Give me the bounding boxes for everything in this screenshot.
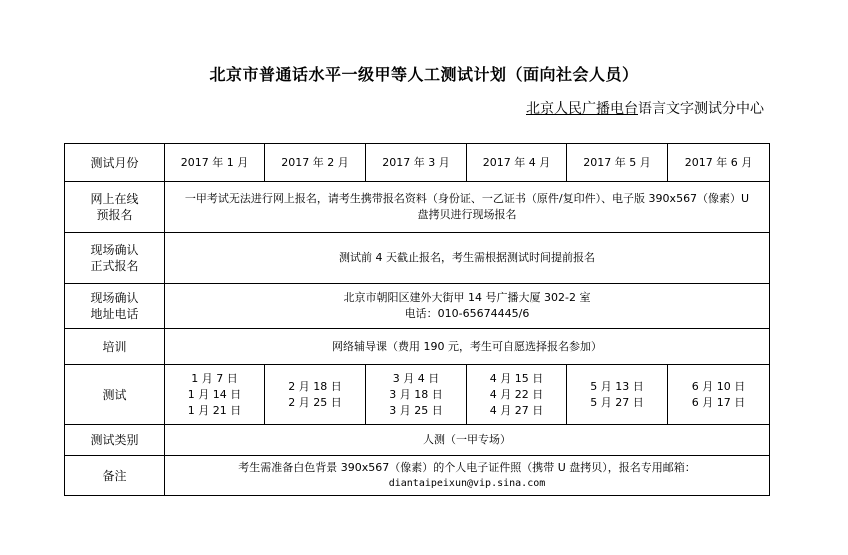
test-date: 2 月 18 日 [288, 379, 342, 393]
row-test-category [65, 425, 770, 456]
test-date: 4 月 22 日 [489, 387, 544, 401]
test-dates-feb [265, 365, 366, 425]
remarks-cell [165, 456, 770, 496]
test-date: 1 月 14 日 [187, 387, 242, 401]
page-title: 北京市普通话水平一级甲等人工测试计划（面向社会人员） [209, 65, 639, 84]
month-cell: 2017 年 3 月 [366, 144, 467, 182]
label-line: 现场确认 [90, 243, 139, 257]
text-line: 盘拷贝进行现场报名 [417, 208, 517, 221]
test-date: 3 月 18 日 [389, 387, 443, 401]
label-line: 正式报名 [90, 259, 139, 273]
label-onsite-confirmation [65, 233, 165, 284]
test-date: 5 月 13 日 [590, 379, 644, 393]
label-line: 网上在线 [90, 192, 139, 206]
month-cell: 2017 年 4 月 [467, 144, 567, 182]
test-date: 5 月 27 日 [590, 395, 644, 409]
test-dates-jan [165, 365, 265, 425]
row-training [65, 329, 770, 365]
label-online-preregistration [65, 182, 165, 233]
row-test-month [65, 144, 770, 182]
training-text: 网络辅导课（费用 190 元，考生可自愿选择报名参加） [165, 329, 770, 365]
test-date: 6 月 10 日 [691, 379, 746, 393]
test-category-text: 人测（一甲专场） [165, 425, 770, 456]
online-preregistration-text [165, 182, 770, 233]
row-test-dates [65, 365, 770, 425]
month-cell: 2017 年 5 月 [567, 144, 668, 182]
label-line: 地址电话 [90, 307, 139, 321]
test-date: 2 月 25 日 [288, 395, 342, 409]
address-text: 北京市朝阳区建外大街甲 14 号广播大厦 302-2 室 [343, 291, 591, 304]
organization-name-rest: 语言文字测试分中心 [638, 101, 764, 117]
row-onsite-confirmation [65, 233, 770, 284]
row-remarks [65, 456, 770, 496]
test-date: 4 月 27 日 [489, 403, 544, 417]
test-date: 3 月 25 日 [389, 403, 443, 417]
organization-name [526, 98, 764, 118]
schedule-table [64, 143, 770, 496]
month-cell: 2017 年 2 月 [265, 144, 366, 182]
remarks-text: 考生需准备白色背景 390x567（像素）的个人电子证件照（携带 U 盘拷贝），报名专用邮箱： [238, 460, 696, 474]
test-dates-apr [467, 365, 567, 425]
label-test: 测试 [65, 365, 165, 425]
test-dates-mar [366, 365, 467, 425]
label-training: 培训 [65, 329, 165, 365]
label-line: 现场确认 [90, 291, 139, 305]
phone-text: 电话：010-65674445/6 [404, 307, 530, 320]
row-online-preregistration [65, 182, 770, 233]
test-date: 6 月 17 日 [691, 395, 746, 409]
label-line: 预报名 [96, 208, 133, 222]
text-line: 一甲考试无法进行网上报名，请考生携带报名资料（身份证、一乙证书（原件/复印件）、电子版 390x567（像素）U [184, 192, 750, 205]
test-date: 1 月 21 日 [187, 403, 242, 417]
organization-name-underlined: 北京人民广播电台 [526, 101, 638, 117]
test-date: 3 月 4 日 [392, 371, 440, 385]
row-address-phone [65, 284, 770, 329]
test-date: 4 月 15 日 [489, 371, 544, 385]
label-remarks: 备注 [65, 456, 165, 496]
address-phone-cell [165, 284, 770, 329]
month-cell: 2017 年 1 月 [165, 144, 265, 182]
label-test-category: 测试类别 [65, 425, 165, 456]
test-date: 1 月 7 日 [191, 371, 238, 385]
label-address-phone [65, 284, 165, 329]
registration-email[interactable]: diantaipeixun@vip.sina.com [388, 477, 546, 489]
registration-deadline-text: 测试前 4 天截止报名，考生需根据测试时间提前报名 [165, 233, 770, 284]
test-dates-jun [668, 365, 770, 425]
month-cell: 2017 年 6 月 [668, 144, 770, 182]
test-dates-may [567, 365, 668, 425]
label-test-month: 测试月份 [65, 144, 165, 182]
